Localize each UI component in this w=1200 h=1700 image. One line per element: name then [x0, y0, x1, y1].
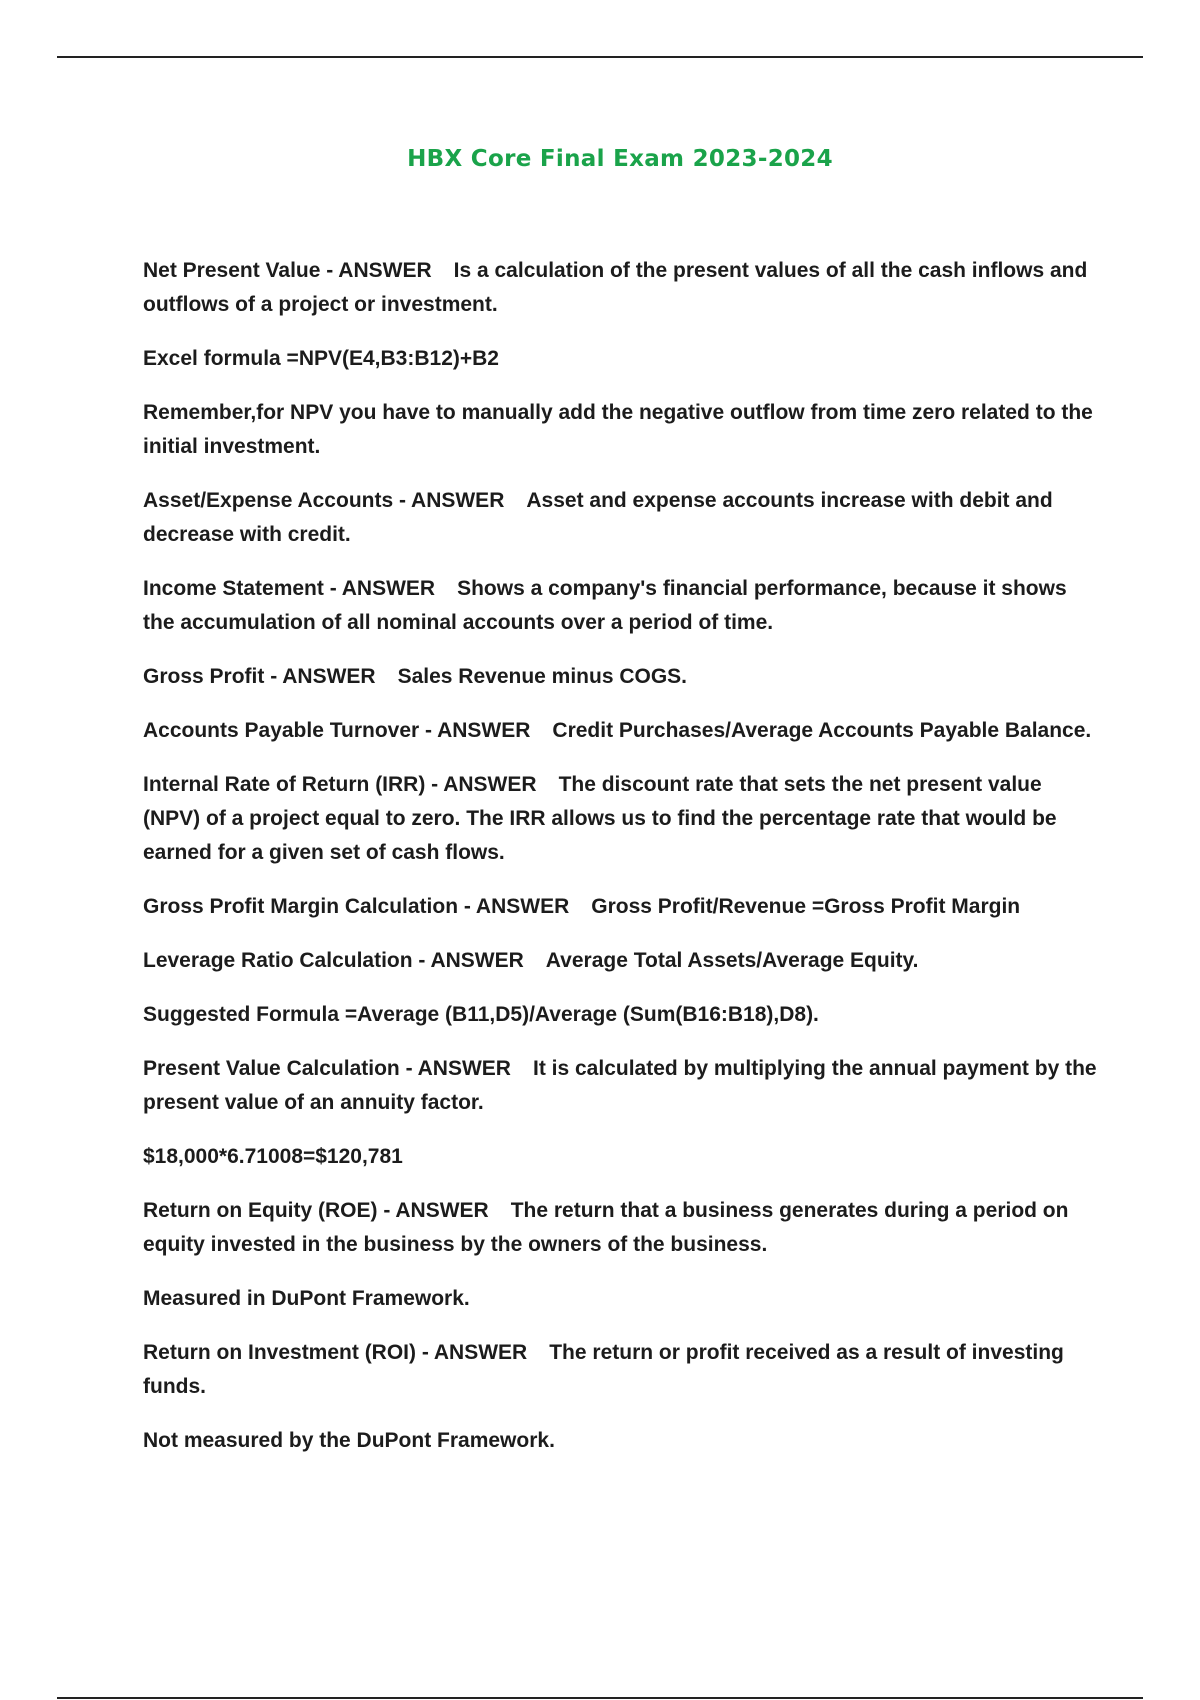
qa-entry-asset-expense: [143, 484, 1103, 552]
entry-term: Return on Investment (ROI) - ANSWER: [143, 1341, 528, 1364]
qa-entry-roi: [143, 1336, 1103, 1404]
entry-definition: It is calculated by multiplying the annual payment by the present value of an annuity factor.: [143, 1057, 1097, 1114]
note-npv-reminder: Remember,for NPV you have to manually add the negative outflow from time zero related to the initial investment.: [143, 401, 1093, 458]
entry-term: Asset/Expense Accounts - ANSWER: [143, 489, 505, 512]
qa-entry-gross-profit-margin: [143, 890, 1103, 924]
entry-term: Leverage Ratio Calculation - ANSWER: [143, 949, 524, 972]
entry-definition: Asset and expense accounts increase with debit and decrease with credit.: [143, 489, 1053, 546]
entry-definition: Is a calculation of the present values of all the cash inflows and outflows of a project or investment.: [143, 259, 1088, 316]
top-divider: [57, 56, 1143, 58]
entry-term: Net Present Value - ANSWER: [143, 259, 432, 282]
entry-definition: Average Total Assets/Average Equity.: [545, 949, 919, 972]
entry-definition: The discount rate that sets the net present value (NPV) of a project equal to zero. The IRR allows us to find the percentage rate that would be earned for a given set of cash flows.: [143, 773, 1057, 864]
entry-definition: Gross Profit/Revenue =Gross Profit Margin: [591, 895, 1021, 918]
qa-entry-ap-turnover: [143, 714, 1103, 748]
note-suggested-formula: Suggested Formula =Average (B11,D5)/Average (Sum(B16:B18),D8).: [143, 1003, 819, 1026]
qa-entry-income-statement: [143, 572, 1103, 640]
entry-term: Gross Profit Margin Calculation - ANSWER: [143, 895, 570, 918]
qa-entry-gross-profit: [143, 660, 1103, 694]
entry-definition: Sales Revenue minus COGS.: [397, 665, 688, 688]
bottom-divider: [57, 1697, 1143, 1699]
note-pv-example: $18,000*6.71008=$120,781: [143, 1145, 403, 1168]
note-roe-dupont: Measured in DuPont Framework.: [143, 1287, 470, 1310]
entry-term: Income Statement - ANSWER: [143, 577, 436, 600]
entry-definition: The return that a business generates during a period on equity invested in the business by the owners of the business.: [143, 1199, 1069, 1256]
page-title: HBX Core Final Exam 2023-2024: [407, 146, 833, 172]
entry-term: Gross Profit - ANSWER: [143, 665, 376, 688]
entry-term: Return on Equity (ROE) - ANSWER: [143, 1199, 489, 1222]
qa-entry-present-value: [143, 1052, 1103, 1120]
note-excel-formula: Excel formula =NPV(E4,B3:B12)+B2: [143, 347, 499, 370]
entry-term: Accounts Payable Turnover - ANSWER: [143, 719, 531, 742]
qa-entry-roe: [143, 1194, 1103, 1262]
document-body: [143, 254, 1103, 1478]
qa-entry-npv: [143, 254, 1103, 322]
entry-definition: The return or profit received as a result of investing funds.: [143, 1341, 1064, 1398]
entry-term: Internal Rate of Return (IRR) - ANSWER: [143, 773, 537, 796]
entry-term: Present Value Calculation - ANSWER: [143, 1057, 511, 1080]
entry-definition: Shows a company's financial performance, because it shows the accumulation of all nominal accounts over a period of time.: [143, 577, 1067, 634]
entry-definition: Credit Purchases/Average Accounts Payable Balance.: [552, 719, 1092, 742]
qa-entry-leverage-ratio: [143, 944, 1103, 978]
note-roi-dupont: Not measured by the DuPont Framework.: [143, 1429, 555, 1452]
qa-entry-irr: [143, 768, 1103, 870]
